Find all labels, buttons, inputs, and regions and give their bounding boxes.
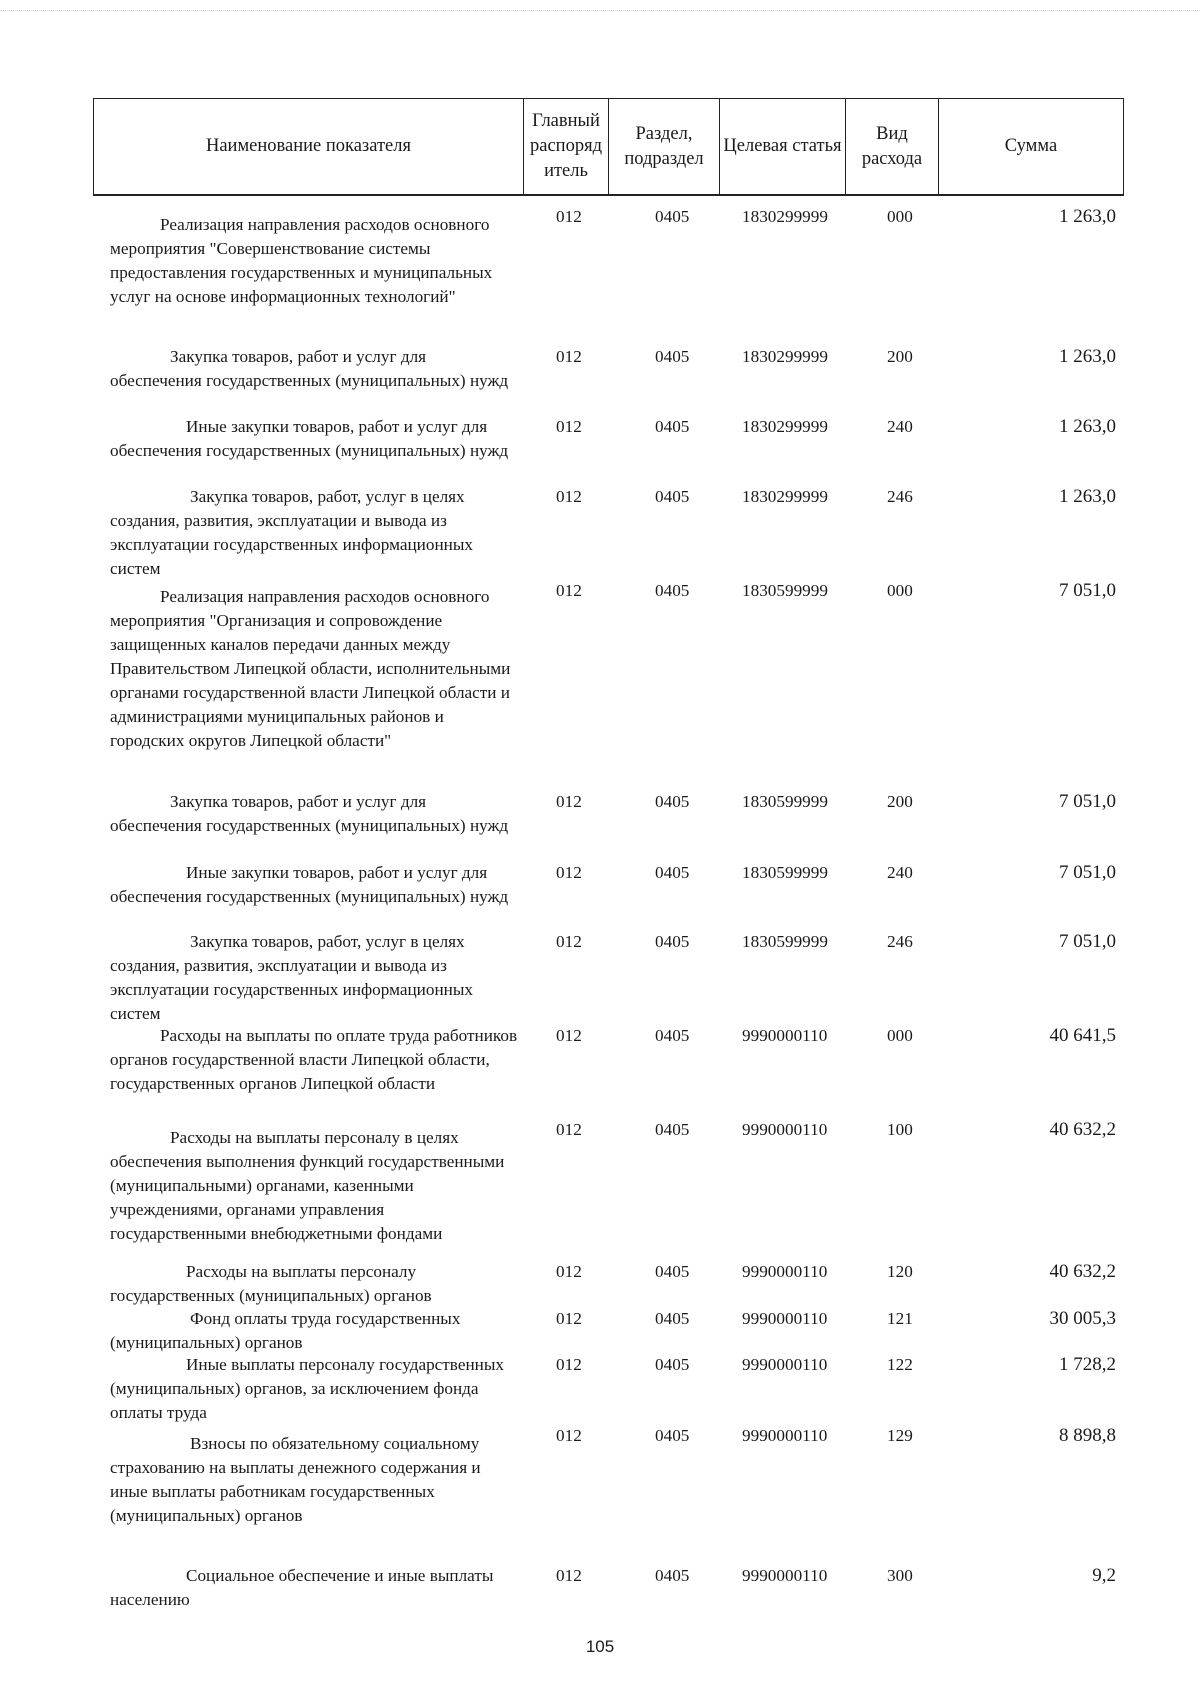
- page-top-rule: [0, 10, 1200, 11]
- row-summa: 1 263,0: [1059, 346, 1116, 367]
- row-summa: 7 051,0: [1059, 580, 1116, 601]
- row-celevaya: 1830599999: [742, 792, 828, 811]
- row-vid: 240: [887, 863, 913, 882]
- row-celevaya: 9990000110: [742, 1026, 828, 1045]
- row-summa: 1 263,0: [1059, 416, 1116, 437]
- row-vid: 000: [887, 1026, 913, 1045]
- row-glav: 012: [556, 1355, 582, 1374]
- row-celevaya: 1830299999: [742, 417, 828, 436]
- row-vid: 200: [887, 792, 913, 811]
- row-vid: 122: [887, 1355, 913, 1374]
- row-razdel: 0405: [655, 207, 690, 226]
- row-name: Фонд оплаты труда государственных (муниципальных) органов: [110, 1309, 461, 1352]
- row-summa: 9,2: [1092, 1565, 1116, 1586]
- row-vid: 121: [887, 1309, 913, 1328]
- row-glav: 012: [556, 487, 582, 506]
- row-vid: 240: [887, 417, 913, 436]
- row-name: Социальное обеспечение и иные выплаты населению: [110, 1566, 494, 1609]
- row-razdel: 0405: [655, 1426, 690, 1445]
- row-razdel: 0405: [655, 792, 690, 811]
- row-name: Иные закупки товаров, работ и услуг для обеспечения государственных (муниципальных) нужд: [110, 417, 509, 460]
- row-glav: 012: [556, 1309, 582, 1328]
- row-summa: 8 898,8: [1059, 1425, 1116, 1446]
- row-celevaya: 9990000110: [742, 1309, 828, 1328]
- row-vid: 200: [887, 347, 913, 366]
- page-number: 105: [585, 1637, 615, 1656]
- row-name: Расходы на выплаты персоналу государственных (муниципальных) органов: [110, 1262, 432, 1305]
- row-celevaya: 1830299999: [742, 207, 828, 226]
- row-vid: 246: [887, 487, 913, 506]
- row-name: Иные выплаты персоналу государственных (муниципальных) органов, за исключением фонда оплаты труда: [110, 1355, 504, 1422]
- row-name: Взносы по обязательному социальному страхованию на выплаты денежного содержания и иные выплаты работникам государственных (муниципальных) органов: [110, 1434, 481, 1525]
- row-summa: 40 641,5: [1049, 1025, 1116, 1046]
- row-glav: 012: [556, 417, 582, 436]
- row-name: Реализация направления расходов основного мероприятия "Совершенствование системы предоставления государственных и муниципальных услуг на основе информационных технологий": [110, 215, 493, 306]
- row-name: Закупка товаров, работ и услуг для обеспечения государственных (муниципальных) нужд: [110, 792, 509, 835]
- header-glav: Главный распоряд итель: [524, 99, 609, 194]
- row-razdel: 0405: [655, 932, 690, 951]
- row-name: Расходы на выплаты по оплате труда работников органов государственной власти Липецкой области, государственных органов Липецкой области: [110, 1026, 518, 1093]
- row-glav: 012: [556, 932, 582, 951]
- row-summa: 1 263,0: [1059, 486, 1116, 507]
- row-summa: 7 051,0: [1059, 862, 1116, 883]
- row-celevaya: 1830299999: [742, 487, 828, 506]
- row-razdel: 0405: [655, 1566, 690, 1585]
- row-glav: 012: [556, 863, 582, 882]
- row-name: Иные закупки товаров, работ и услуг для обеспечения государственных (муниципальных) нужд: [110, 863, 509, 906]
- row-summa: 7 051,0: [1059, 791, 1116, 812]
- header-celevaya: Целевая статья: [720, 99, 846, 194]
- row-glav: 012: [556, 1026, 582, 1045]
- row-razdel: 0405: [655, 347, 690, 366]
- row-glav: 012: [556, 1120, 582, 1139]
- row-glav: 012: [556, 347, 582, 366]
- header-razdel: Раздел, подраздел: [609, 99, 720, 194]
- row-summa: 1 263,0: [1059, 206, 1116, 227]
- row-celevaya: 9990000110: [742, 1566, 828, 1585]
- row-razdel: 0405: [655, 1120, 690, 1139]
- row-celevaya: 9990000110: [742, 1355, 828, 1374]
- row-glav: 012: [556, 207, 582, 226]
- row-glav: 012: [556, 1426, 582, 1445]
- row-razdel: 0405: [655, 1355, 690, 1374]
- row-celevaya: 9990000110: [742, 1262, 828, 1281]
- row-summa: 1 728,2: [1059, 1354, 1116, 1375]
- row-summa: 30 005,3: [1049, 1308, 1116, 1329]
- row-celevaya: 9990000110: [742, 1120, 828, 1139]
- header-vid: Вид расхода: [846, 99, 939, 194]
- row-glav: 012: [556, 581, 582, 600]
- row-celevaya: 1830599999: [742, 581, 828, 600]
- row-celevaya: 9990000110: [742, 1426, 828, 1445]
- row-name: Реализация направления расходов основного мероприятия "Организация и сопровождение защищенных каналов передачи данных между Правительством Липецкой области, исполнительными органами государственной власти Липецкой области и администрациями муниципальных районов и городских округов Липецкой области": [110, 587, 511, 750]
- table-header: [93, 98, 1124, 196]
- row-celevaya: 1830299999: [742, 347, 828, 366]
- row-vid: 120: [887, 1262, 913, 1281]
- row-vid: 000: [887, 581, 913, 600]
- row-razdel: 0405: [655, 1262, 690, 1281]
- row-name: Закупка товаров, работ, услуг в целях создания, развития, эксплуатации и вывода из эксплуатации государственных информационных систем: [110, 932, 474, 1023]
- row-razdel: 0405: [655, 581, 690, 600]
- row-celevaya: 1830599999: [742, 932, 828, 951]
- row-name: Закупка товаров, работ и услуг для обеспечения государственных (муниципальных) нужд: [110, 347, 509, 390]
- row-vid: 300: [887, 1566, 913, 1585]
- row-name: Закупка товаров, работ, услуг в целях создания, развития, эксплуатации и вывода из эксплуатации государственных информационных систем: [110, 487, 474, 578]
- row-razdel: 0405: [655, 1026, 690, 1045]
- header-summa: Сумма: [1004, 136, 1058, 156]
- row-summa: 7 051,0: [1059, 931, 1116, 952]
- row-summa: 40 632,2: [1049, 1261, 1116, 1282]
- row-celevaya: 1830599999: [742, 863, 828, 882]
- row-name: Расходы на выплаты персоналу в целях обеспечения выполнения функций государственными (муниципальными) органами, казенными учреждениями, органами управления государственными внебюджетными фондами: [110, 1128, 505, 1243]
- row-razdel: 0405: [655, 487, 690, 506]
- row-razdel: 0405: [655, 417, 690, 436]
- row-glav: 012: [556, 792, 582, 811]
- row-vid: 100: [887, 1120, 913, 1139]
- row-summa: 40 632,2: [1049, 1119, 1116, 1140]
- row-glav: 012: [556, 1566, 582, 1585]
- row-glav: 012: [556, 1262, 582, 1281]
- row-razdel: 0405: [655, 863, 690, 882]
- row-razdel: 0405: [655, 1309, 690, 1328]
- row-vid: 000: [887, 207, 913, 226]
- row-vid: 246: [887, 932, 913, 951]
- row-vid: 129: [887, 1426, 913, 1445]
- header-name: Наименование показателя: [94, 99, 524, 194]
